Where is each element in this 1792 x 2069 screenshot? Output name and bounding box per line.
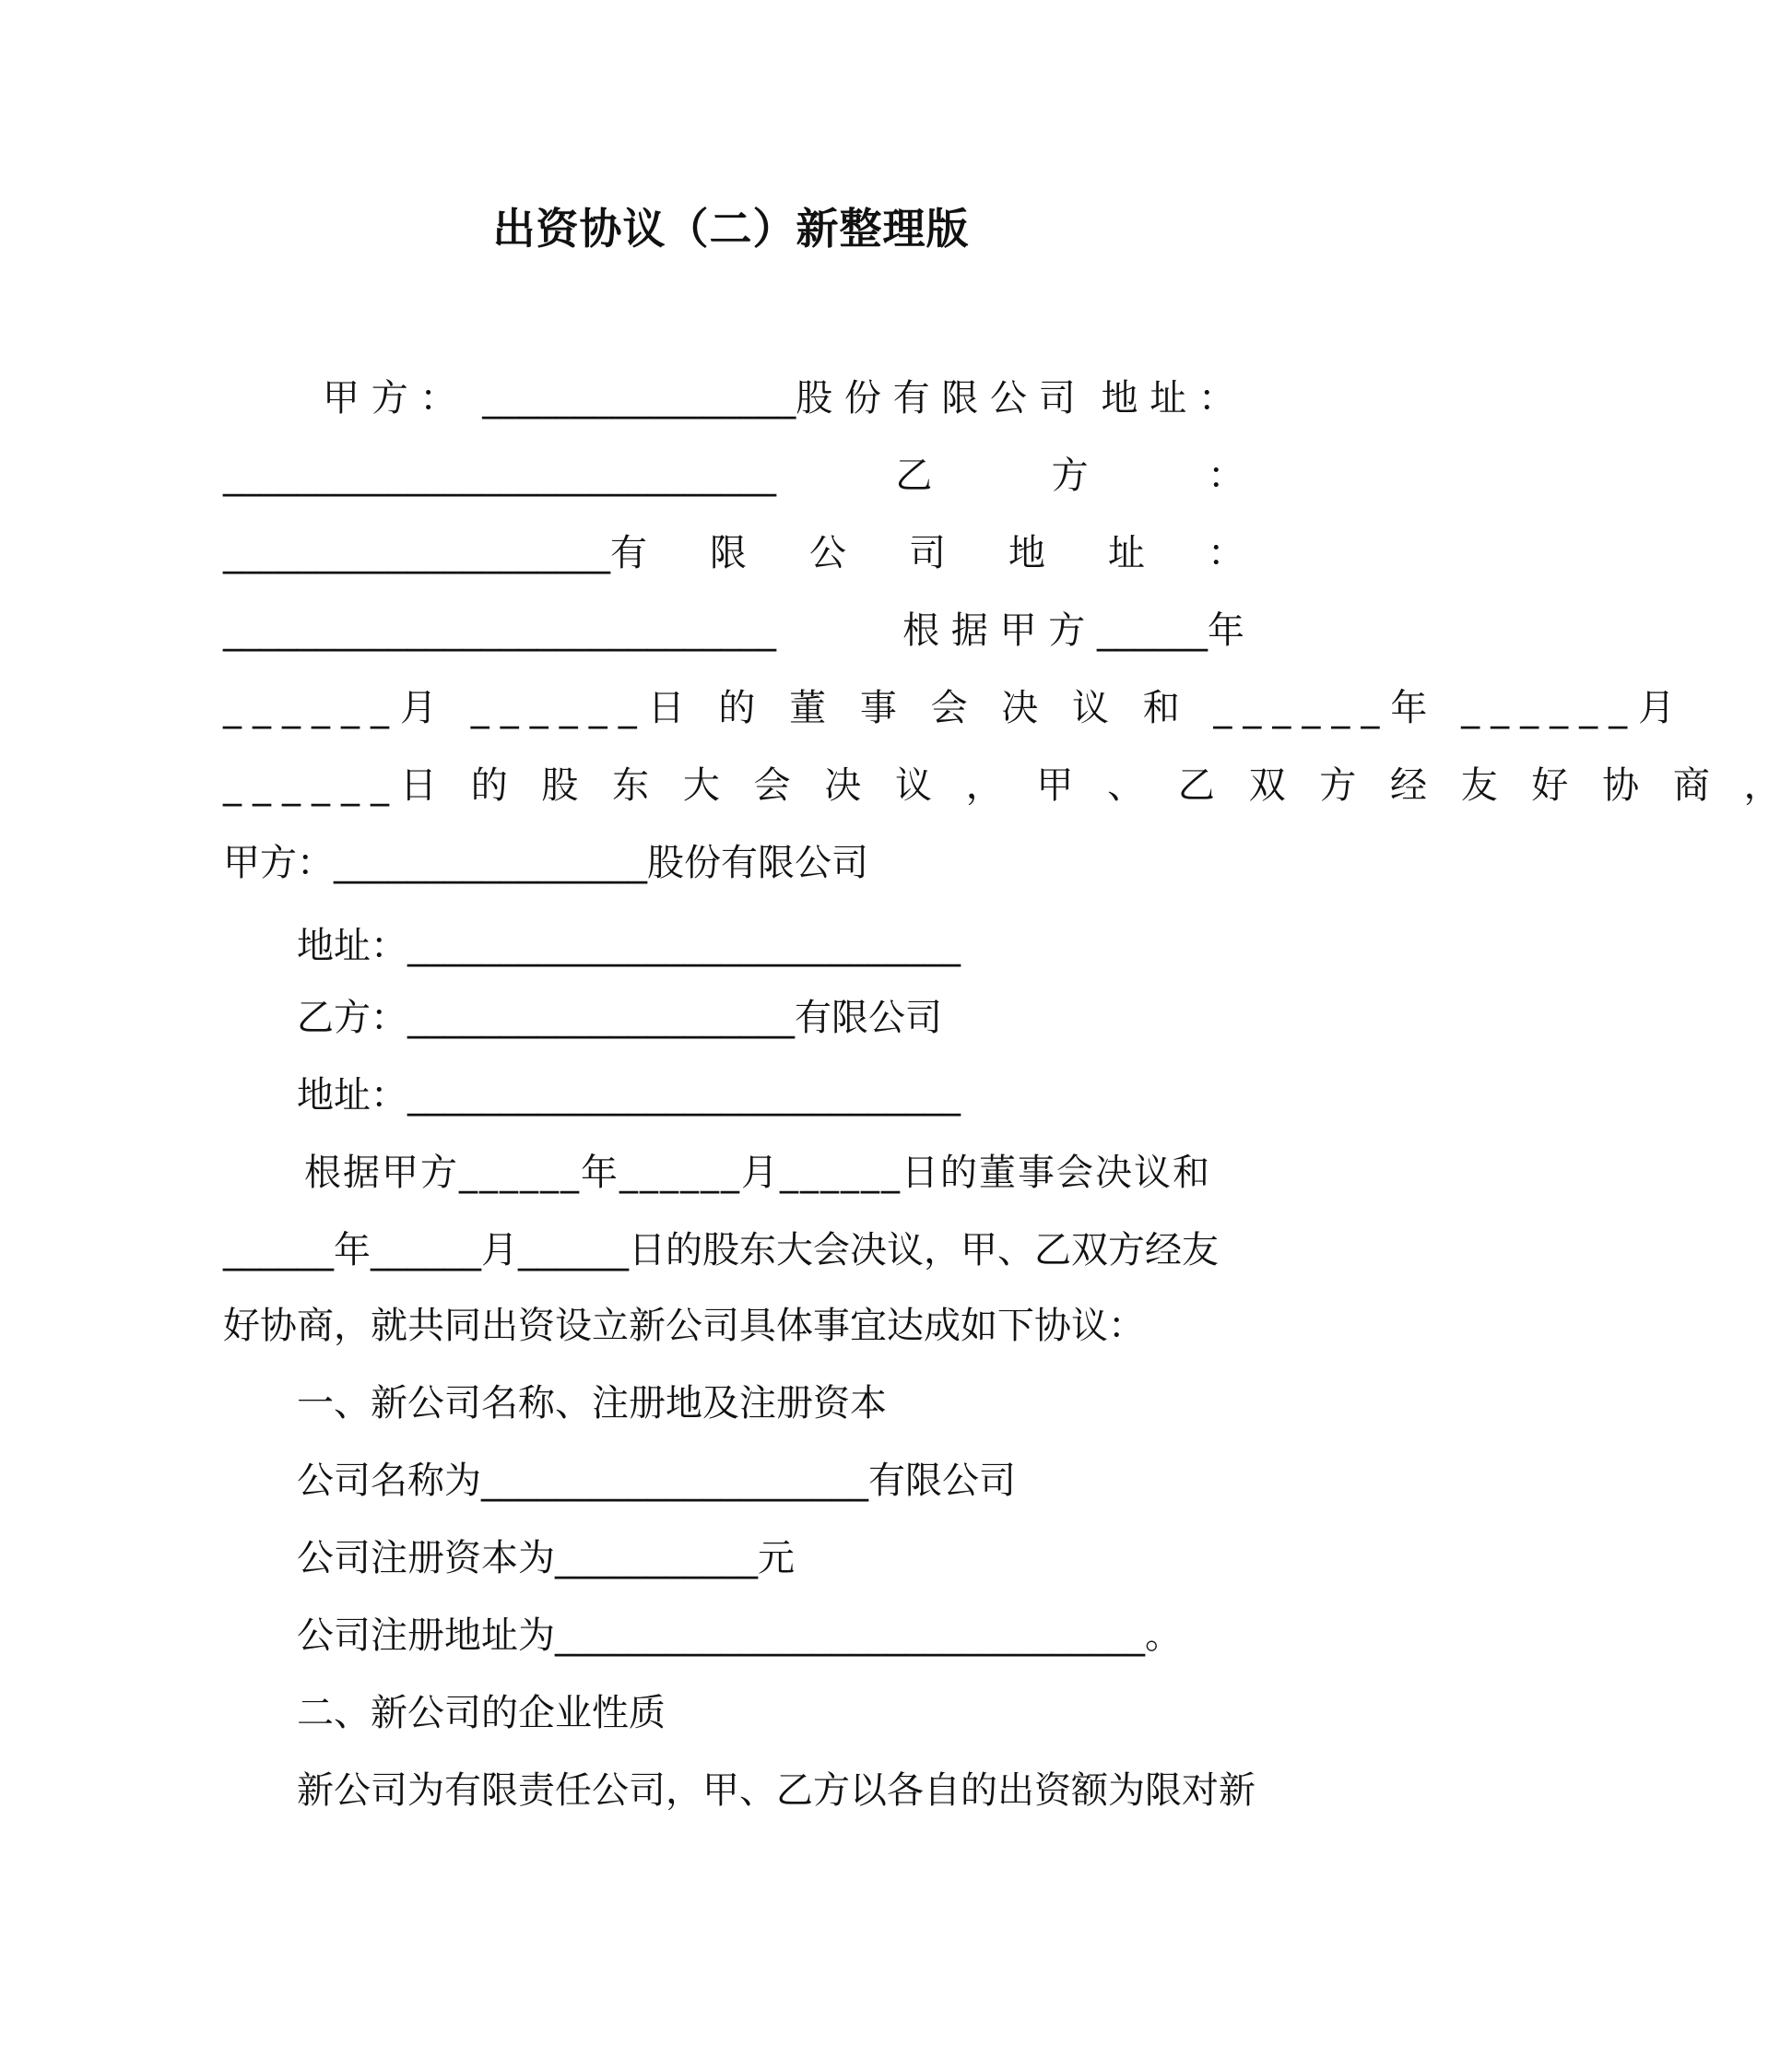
registered-capital-line: 公司注册资本为___________元 — [297, 1537, 795, 1579]
party-a-address-line — [297, 920, 961, 972]
intro-line-2: ______年______月______日的股东大会决议，甲、乙双方经友 — [223, 1229, 1219, 1271]
spaced-line-2 — [223, 450, 1244, 502]
intro-line-1: 根据甲方______年______月______日的董事会决议和 — [304, 1152, 1211, 1194]
party-a-label-2: 甲方： — [223, 842, 334, 884]
registered-address-line: 公司注册地址为________________________________。 — [297, 1614, 1182, 1657]
party-a-address-label: 地址： — [297, 925, 407, 967]
party-a-label: 甲 方 ： — [323, 377, 457, 420]
according-text: 根 据 甲 方 ______年 — [902, 609, 1244, 652]
spaced-line-1 — [323, 372, 1235, 424]
party-a-line — [223, 837, 868, 889]
party-b-suffix: 有限公司 — [795, 997, 942, 1039]
party-a-suffix: 股份有限公司 — [647, 842, 868, 884]
address-char-2: 址 — [1108, 532, 1145, 574]
company-char-3: 司 — [909, 532, 946, 574]
section-2-heading: 二、新公司的企业性质 — [297, 1692, 666, 1734]
party-a-blank: _________________股 份 有 限 公 司 — [482, 377, 1076, 420]
spaced-line-5: ______月 ______日 的 董 事 会 决 议 和 ______年 ______月 — [223, 687, 1687, 729]
party-b-label: 乙方： — [297, 997, 407, 1039]
section-2-text: 新公司为有限责任公司，甲、乙方以各自的出资额为限对新 — [297, 1769, 1256, 1812]
party-b-char-2: 方 — [1051, 455, 1089, 497]
company-char-2: 公 — [809, 532, 846, 574]
company-blank: _____________________有 — [223, 532, 647, 574]
address-blank-2: ______________________________ — [223, 609, 776, 652]
document-title: 出资协议（二）新整理版 — [492, 204, 970, 254]
address-label: 地 址 ： — [1101, 377, 1235, 420]
party-b-name-blank: _____________________ — [407, 997, 795, 1039]
company-char-1: 限 — [710, 532, 747, 574]
party-b-colon: ： — [1207, 455, 1244, 497]
intro-line-3: 好协商，就共同出资设立新公司具体事宜达成如下协议： — [223, 1305, 1145, 1347]
section-1-heading: 一、新公司名称、注册地及注册资本 — [297, 1382, 887, 1425]
address-char-1: 地 — [1008, 532, 1045, 574]
party-b-address-label: 地址： — [297, 1074, 407, 1117]
company-name-line: 公司名称为_____________________有限公司 — [297, 1460, 1016, 1502]
party-b-address-blank: ______________________________ — [407, 1074, 961, 1117]
spaced-line-4 — [223, 605, 1244, 656]
spaced-line-3 — [223, 527, 1244, 579]
party-b-line — [297, 992, 942, 1044]
address-blank: ______________________________ — [223, 455, 776, 497]
address-colon: ： — [1208, 532, 1244, 574]
party-b-address-line — [297, 1070, 961, 1121]
party-a-address-blank: ______________________________ — [407, 925, 961, 967]
party-a-name-blank: _________________ — [334, 842, 647, 884]
spaced-line-6: ______日 的 股 东 大 会 决 议 ， 甲 、 乙 双 方 经 友 好 协 商 ， — [223, 764, 1792, 807]
party-b-char-1: 乙 — [895, 455, 933, 497]
